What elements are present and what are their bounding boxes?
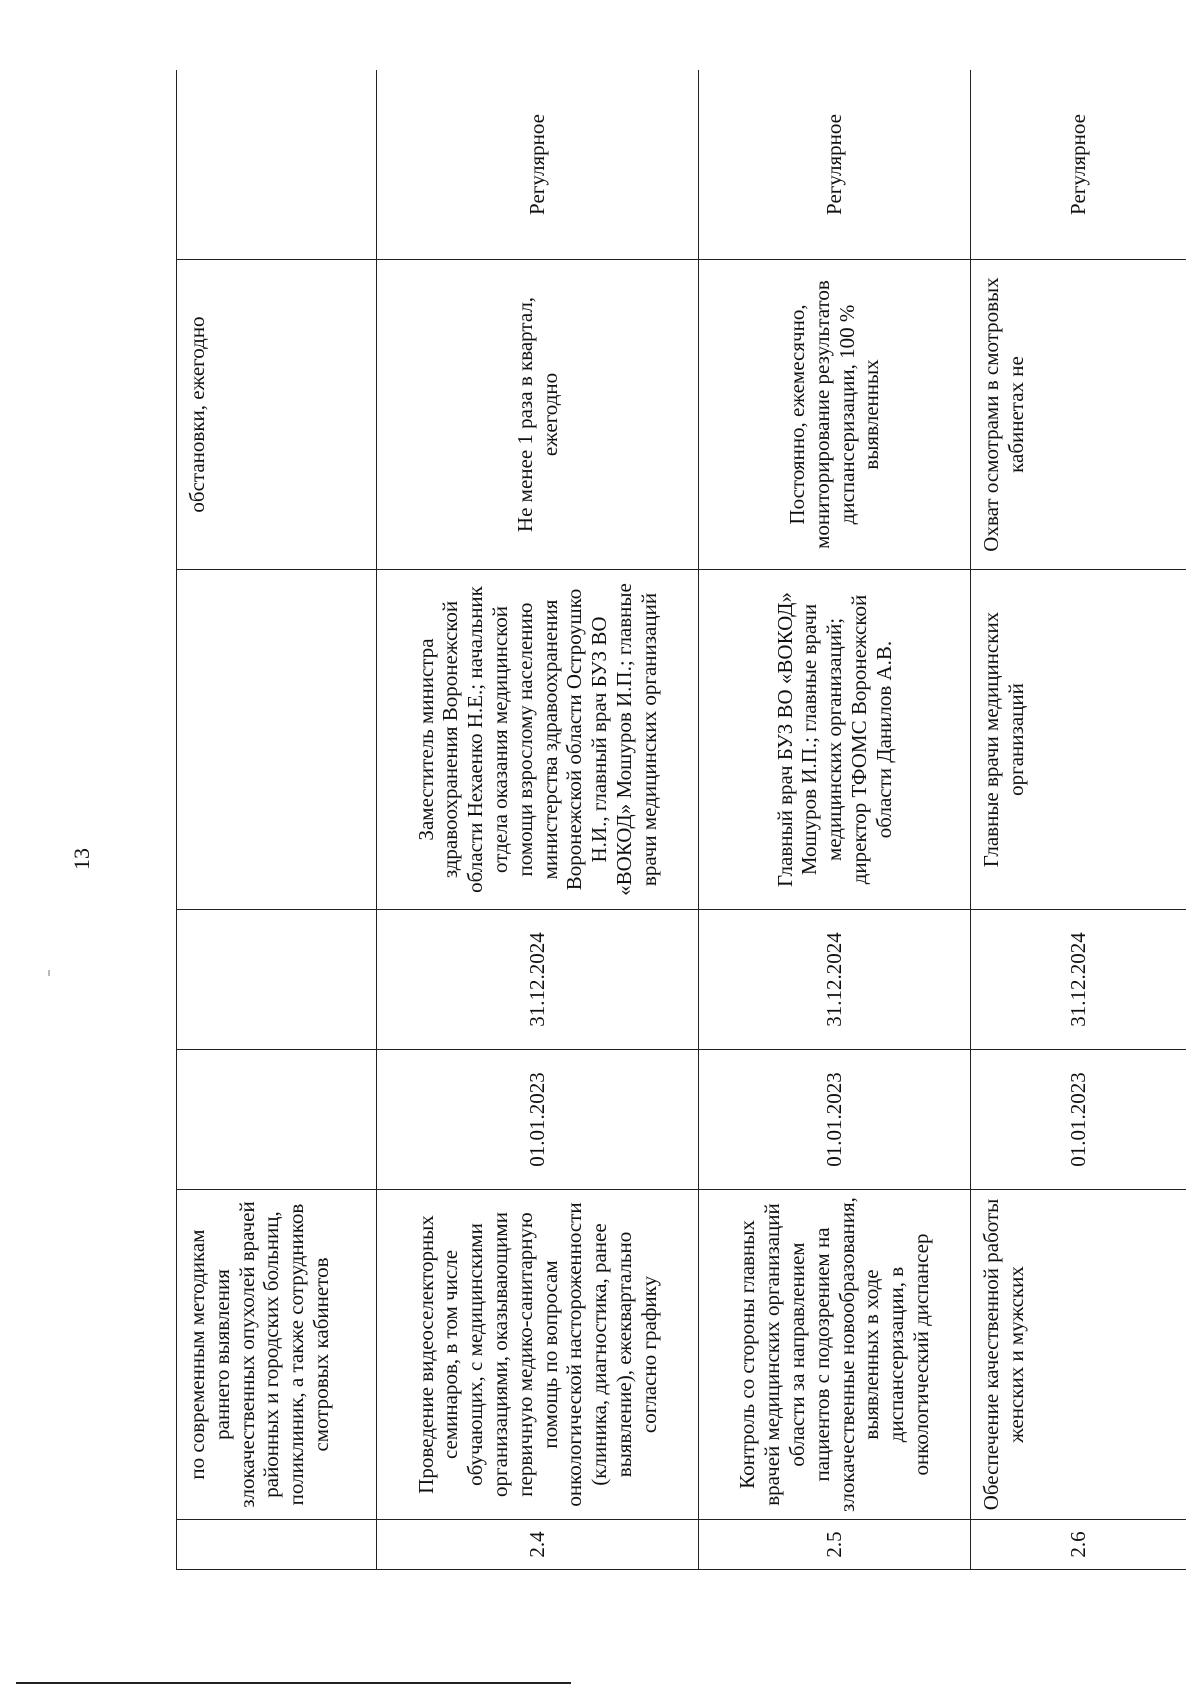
row-number-cell: 2.4: [377, 1520, 699, 1570]
end-date-cell: 31.12.2024: [699, 910, 971, 1050]
table-row: [177, 70, 377, 1570]
activity-cell: по современным методикам раннего выявления злокачественных опухолей врачей районных и городских больниц, поликлиник, а также сотрудников смотровых кабинетов: [177, 1190, 377, 1520]
activity-cell: Проведение видеоселекторных семинаров, в том числе обучающих, с медицинскими организациями, оказывающими первичную медико-санитарную помощь по вопросам онкологической настороженности (клиника, диагностика, ранее выявление), ежеквартально согласно графику: [377, 1190, 699, 1520]
table-row: [971, 70, 1187, 1570]
responsible-cell: [177, 570, 377, 910]
scan-mark: [48, 970, 50, 976]
row-number-cell: 2.5: [699, 1520, 971, 1570]
table-row: [377, 70, 699, 1570]
page-number: 13: [69, 848, 94, 870]
start-date-cell: [177, 1050, 377, 1190]
rotated-table: [176, 70, 1186, 1570]
indicator-cell: Не менее 1 раза в квартал, ежегодно: [377, 260, 699, 570]
activity-cell: Контроль со стороны главных врачей медицинских организаций области за направлением пациентов с подозрением на злокачественные новообразования, выявленных в ходе диспансеризации, в онкологический диспансер: [699, 1190, 971, 1520]
plan-table: [176, 70, 1186, 1570]
start-date-cell: 01.01.2023: [377, 1050, 699, 1190]
table-wrapper: [176, 70, 1186, 1570]
end-date-cell: 31.12.2024: [971, 910, 1187, 1050]
indicator-cell: обстановки, ежегодно: [177, 260, 377, 570]
indicator-cell: Постоянно, ежемесячно, мониторирование результатов диспансеризации, 100 % выявленных: [699, 260, 971, 570]
row-number-cell: [177, 1520, 377, 1570]
bottom-rule: [16, 1682, 571, 1684]
end-date-cell: [177, 910, 377, 1050]
type-cell: Регулярное: [377, 70, 699, 260]
row-number-cell: 2.6: [971, 1520, 1187, 1570]
type-cell: Регулярное: [699, 70, 971, 260]
indicator-cell: Охват осмотрами в смотровых кабинетах не: [971, 260, 1187, 570]
type-cell: [177, 70, 377, 260]
type-cell: Регулярное: [971, 70, 1187, 260]
start-date-cell: 01.01.2023: [971, 1050, 1187, 1190]
responsible-cell: Главные врачи медицинских организаций: [971, 570, 1187, 910]
start-date-cell: 01.01.2023: [699, 1050, 971, 1190]
end-date-cell: 31.12.2024: [377, 910, 699, 1050]
responsible-cell: Заместитель министра здравоохранения Воронежской области Нехаенко Н.Е.; начальник отдела оказания медицинской помощи взрослому населению министерства здравоохранения Воронежской области Остроушко Н.И., главный врач БУЗ ВО «ВОКОД» Мошуров И.П.; главные врачи медицинских организаций: [377, 570, 699, 910]
activity-cell: Обеспечение качественной работы женских и мужских: [971, 1190, 1187, 1520]
responsible-cell: Главный врач БУЗ ВО «ВОКОД» Мошуров И.П.; главные врачи медицинских организаций; директор ТФОМС Воронежской области Данилов А.В.: [699, 570, 971, 910]
table-row: [699, 70, 971, 1570]
